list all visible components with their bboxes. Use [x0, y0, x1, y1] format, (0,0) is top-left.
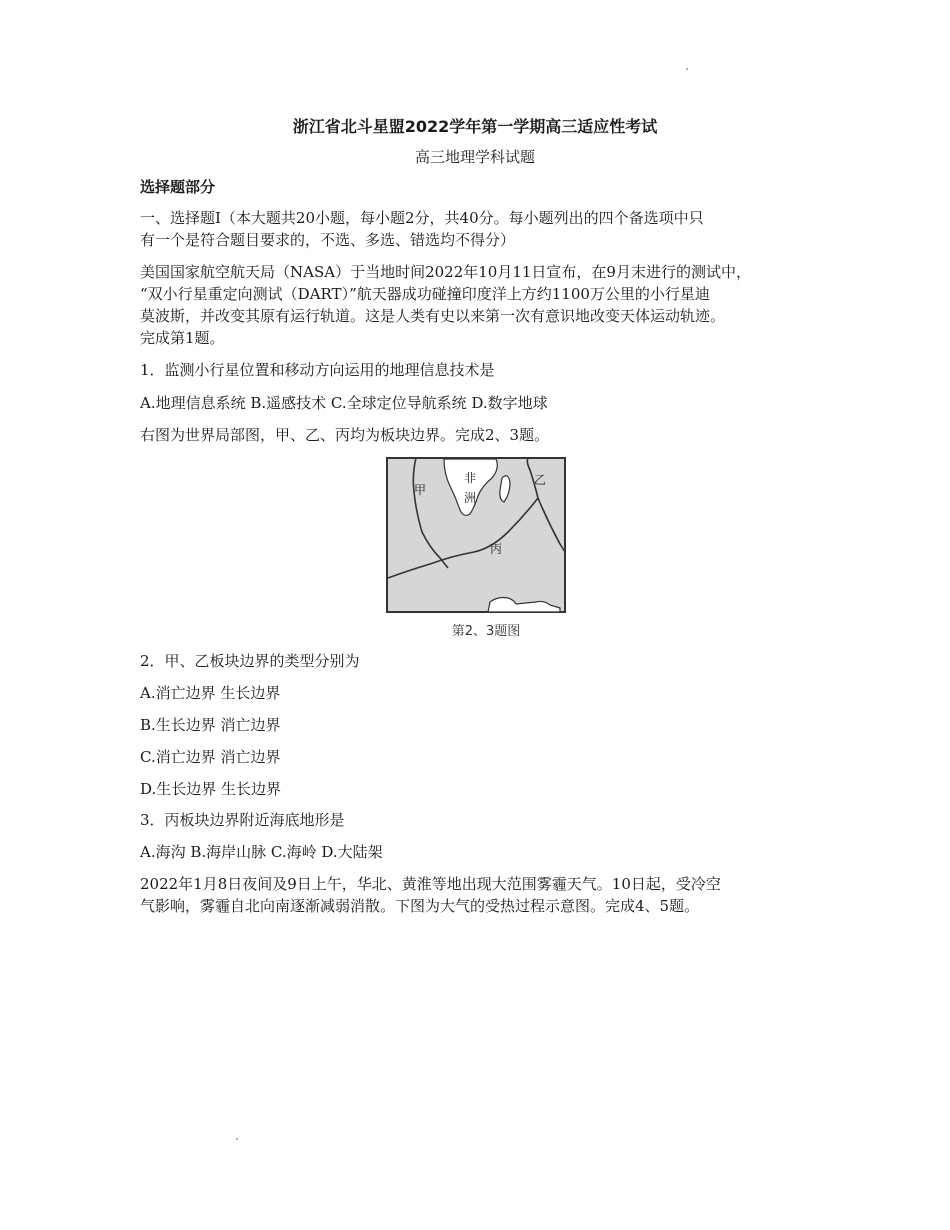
- q3-stem: 3．丙板块边界附近海底地形是: [140, 811, 345, 829]
- section-intro-line-1: 一、选择题Ⅰ（本大题共20小题，每小题2分，共40分。每小题列出的四个备选项中只: [140, 209, 704, 227]
- passage3-line-2: 气影响，雾霾自北向南逐渐减弱消散。下图为大气的受热过程示意图。完成4、5题。: [140, 897, 700, 915]
- scan-speck-bottom: [236, 1138, 238, 1140]
- label-africa-2: 洲: [464, 491, 477, 505]
- figure-caption: 第2、3题图: [451, 624, 521, 639]
- q3-options: A.海沟 B.海岸山脉 C.海岭 D.大陆架: [140, 843, 383, 861]
- passage1-line-4: 完成第1题。: [140, 329, 225, 347]
- q2-option-a: A.消亡边界 生长边界: [140, 684, 281, 702]
- plate-boundary-map: [386, 452, 570, 614]
- section-heading: 选择题部分: [140, 178, 216, 196]
- exam-title: 浙江省北斗星盟2022学年第一学期高三适应性考试: [292, 117, 658, 136]
- label-jia: 甲: [414, 483, 427, 497]
- passage1-line-3: 莫波斯，并改变其原有运行轨道。这是人类有史以来第一次有意识地改变天体运动轨迹。: [140, 307, 726, 325]
- q2-stem: 2．甲、乙板块边界的类型分别为: [140, 652, 360, 670]
- label-africa-1: 非: [464, 471, 477, 485]
- label-yi: 乙: [534, 473, 547, 487]
- q1-options: A.地理信息系统 B.遥感技术 C.全球定位导航系统 D.数字地球: [140, 394, 548, 412]
- q2-option-d: D.生长边界 生长边界: [140, 780, 282, 798]
- plate-boundary-map-figure: [386, 452, 570, 642]
- section-intro-line-2: 有一个是符合题目要求的，不选、多选、错选均不得分）: [140, 231, 516, 249]
- label-bing: 丙: [490, 542, 503, 556]
- q2-option-b: B.生长边界 消亡边界: [140, 716, 281, 734]
- passage1-line-1: 美国国家航空航天局（NASA）于当地时间2022年10月11日宣布，在9月末进行的测试中，: [140, 263, 751, 281]
- passage1-line-2: “双小行星重定向测试（DART）”航天器成功碰撞印度洋上方约1100万公里的小行星迪: [140, 285, 710, 303]
- scan-speck-top: [686, 68, 688, 70]
- exam-subtitle: 高三地理学科试题: [414, 148, 535, 166]
- passage3-line-1: 2022年1月8日夜间及9日上午，华北、黄淮等地出现大范围雾霾天气。10日起，受冷空: [140, 875, 721, 893]
- passage2-text: 右图为世界局部图，甲、乙、丙均为板块边界。完成2、3题。: [140, 426, 550, 444]
- q1-stem: 1．监测小行星位置和移动方向运用的地理信息技术是: [140, 361, 495, 379]
- q2-option-c: C.消亡边界 消亡边界: [140, 748, 281, 766]
